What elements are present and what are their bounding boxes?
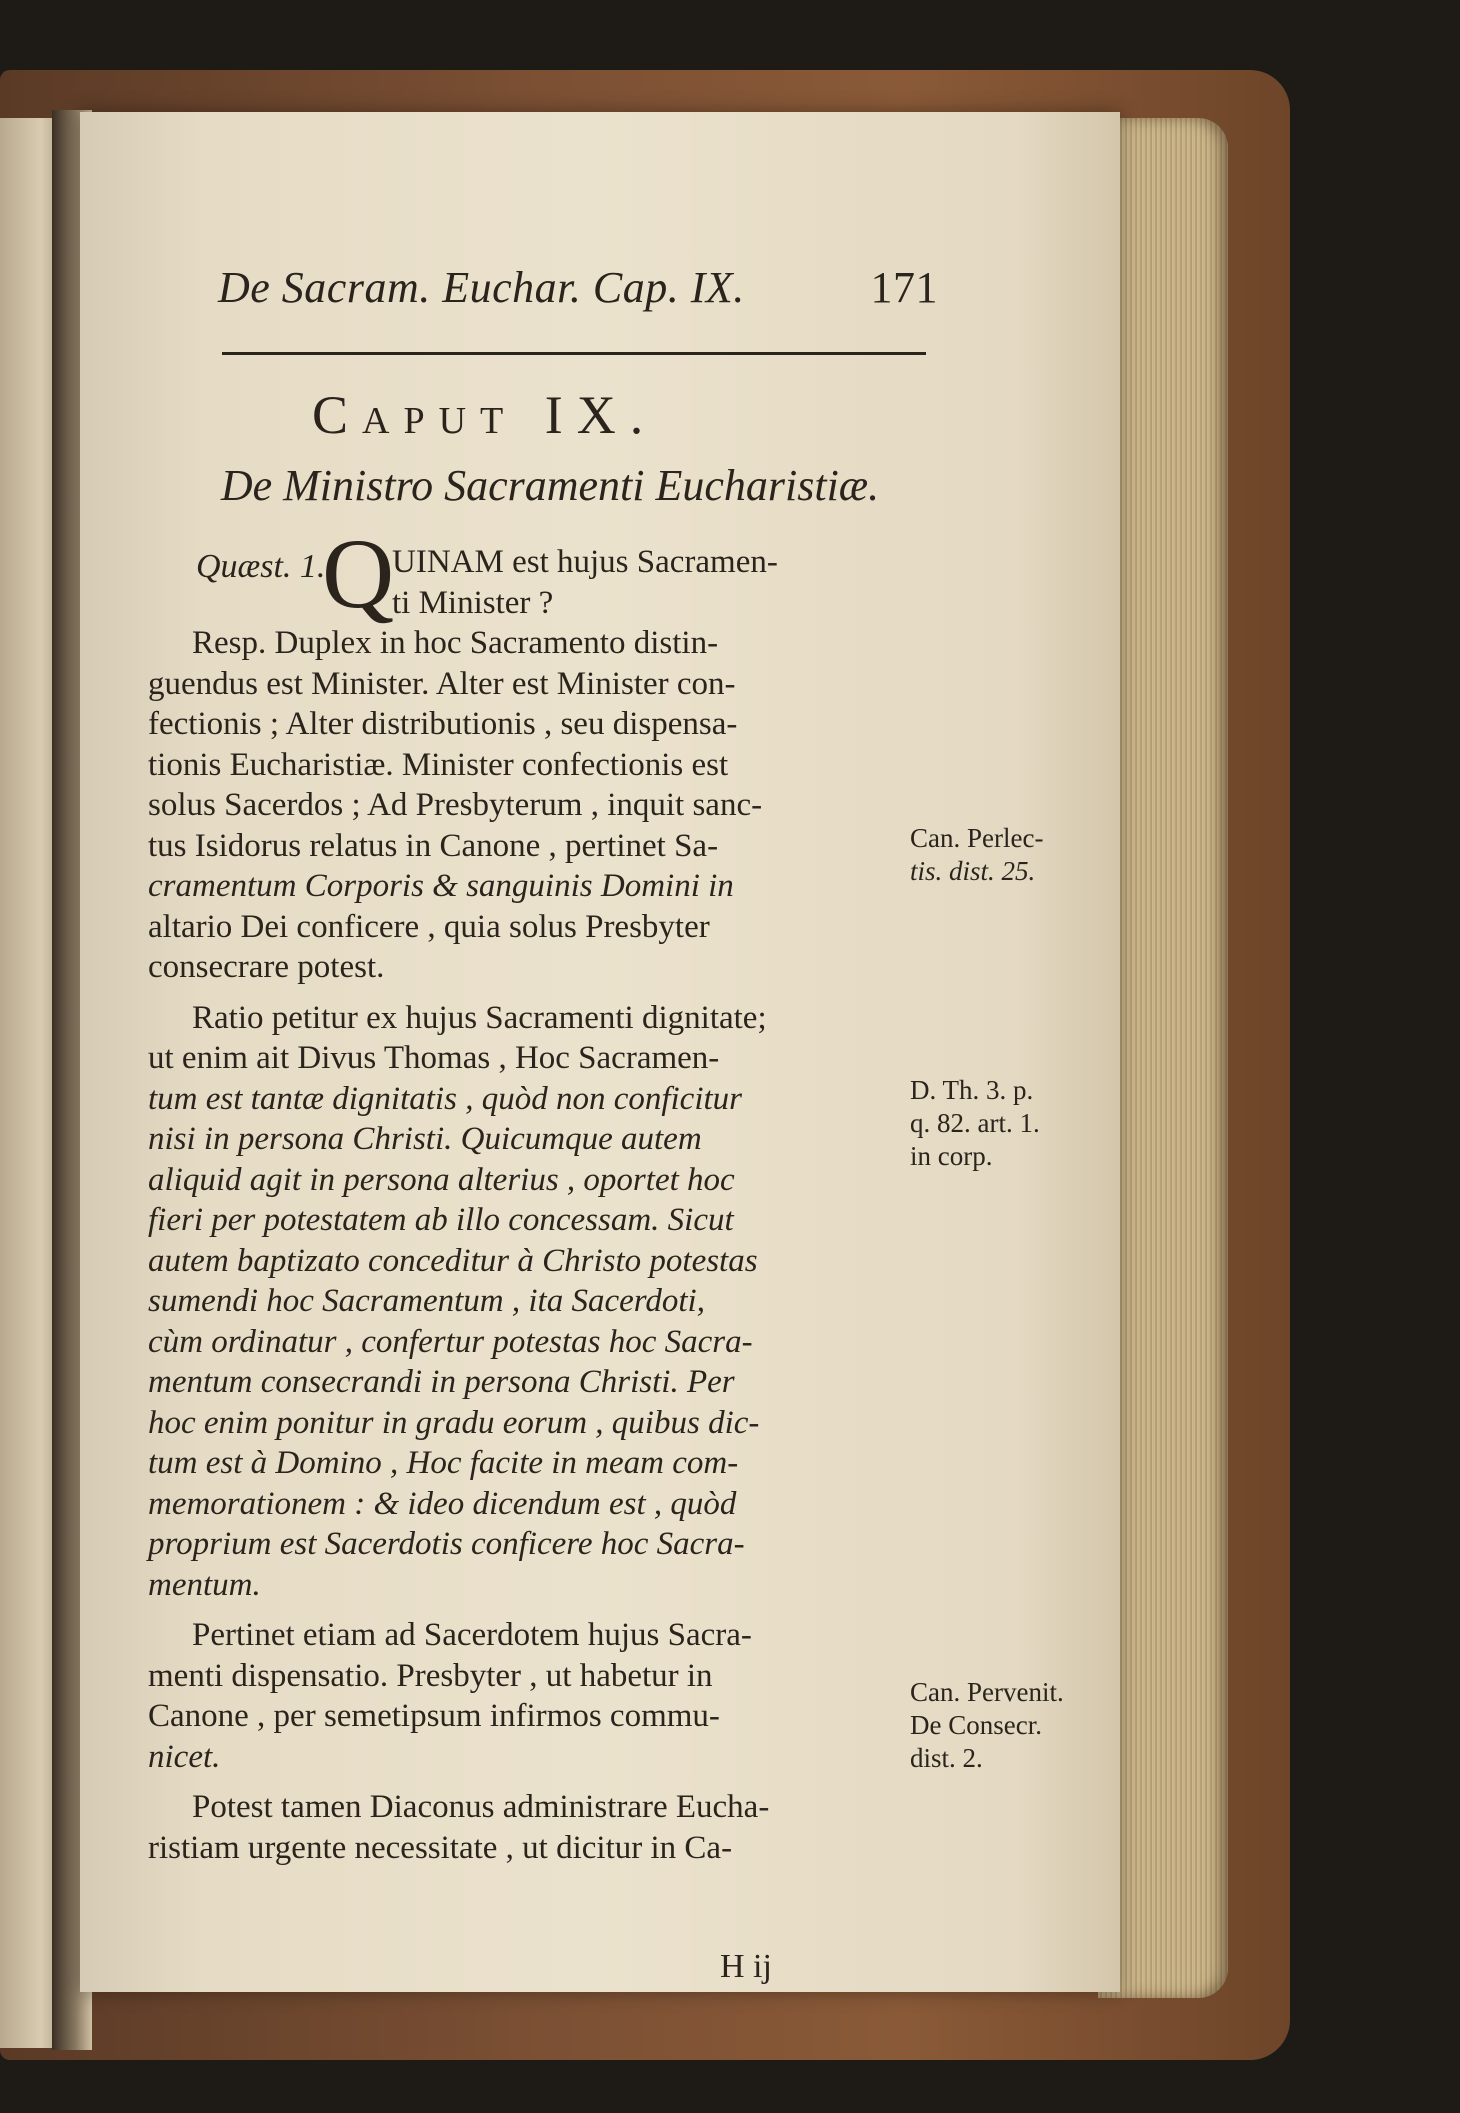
- text-line: Ratio petitur ex hujus Sacramenti dignitate;: [192, 999, 767, 1036]
- text-line: cùm ordinatur , confertur potestas hoc Sacra-: [148, 1323, 753, 1360]
- main-text: [148, 542, 908, 1868]
- text-line: tionis Eucharistiæ. Minister confectionis est: [148, 746, 729, 783]
- question-label: Quæst. 1.: [196, 548, 326, 585]
- drop-cap: Q: [322, 518, 395, 629]
- header-rule: [222, 352, 926, 355]
- margin-note-line: De Consecr.: [910, 1710, 1042, 1740]
- paragraph-gap: [148, 988, 908, 998]
- text-line: Potest tamen Diaconus administrare Eucha-: [192, 1789, 770, 1825]
- margin-note-line: dist. 2.: [910, 1743, 983, 1773]
- text-line: Resp. Duplex in hoc Sacramento distin-: [192, 625, 719, 661]
- question-line-2: ti Minister ?: [392, 584, 554, 621]
- text-line: tus Isidorus relatus in Canone , pertinet Sa-: [148, 827, 719, 864]
- text-line: autem baptizato conceditur à Christo potestas: [148, 1242, 758, 1279]
- paragraph-gap: [148, 1777, 908, 1787]
- text-line: hoc enim ponitur in gradu eorum , quibus dic-: [148, 1404, 760, 1441]
- margin-note-line: in corp.: [910, 1141, 993, 1171]
- margin-note-line: Can. Pervenit.: [910, 1677, 1064, 1707]
- text-line: menti dispensatio. Presbyter , ut habetur in: [148, 1657, 713, 1694]
- text-line: sumendi hoc Sacramentum , ita Sacerdoti,: [148, 1283, 705, 1319]
- question-line-1: UINAM est hujus Sacramen-: [392, 544, 778, 580]
- running-head: [218, 262, 938, 313]
- text-line: aliquid agit in persona alterius , oportet hoc: [148, 1161, 735, 1198]
- text-line: nicet.: [148, 1738, 221, 1775]
- text-line: solus Sacerdos ; Ad Presbyterum , inquit sanc-: [148, 787, 763, 823]
- text-line: Canone , per semetipsum infirmos commu-: [148, 1698, 720, 1734]
- paragraph-gap: [148, 1605, 908, 1615]
- text-line: ristiam urgente necessitate , ut dicitur in Ca-: [148, 1829, 733, 1866]
- text-line: fectionis ; Alter distributionis , seu dispensa-: [148, 706, 738, 742]
- margin-note-line: q. 82. art. 1.: [910, 1108, 1040, 1138]
- book-page: [80, 112, 1120, 1992]
- margin-note-line: tis. dist. 25.: [910, 856, 1036, 886]
- margin-note: [910, 1074, 1040, 1173]
- text-line: proprium est Sacerdotis conficere hoc Sacra-: [148, 1526, 745, 1562]
- text-line: fieri per potestatem ab illo concessam. Sicut: [148, 1202, 734, 1238]
- margin-note-line: Can. Perlec-: [910, 823, 1044, 853]
- body-text: [148, 623, 908, 1868]
- text-line: altario Dei conficere , quia solus Presbyter: [148, 908, 710, 945]
- text-line: consecrare potest.: [148, 949, 385, 985]
- text-line: memorationem : & ideo dicendum est , quòd: [148, 1485, 737, 1522]
- chapter-heading: Caput IX.: [312, 385, 658, 445]
- text-line: ut enim ait Divus Thomas , Hoc Sacramen-: [148, 1040, 720, 1076]
- margin-note-line: D. Th. 3. p.: [910, 1075, 1034, 1105]
- text-line: Pertinet etiam ad Sacerdotem hujus Sacra-: [192, 1617, 752, 1653]
- signature-mark: H ij: [720, 1948, 772, 1985]
- text-line: guendus est Minister. Alter est Minister con-: [148, 665, 736, 702]
- margin-note: [910, 1676, 1064, 1775]
- text-line: tum est à Domino , Hoc facite in meam com-: [148, 1445, 739, 1481]
- text-line: mentum consecrandi in persona Christi. Per: [148, 1364, 735, 1400]
- text-line: cramentum Corporis & sanguinis Domini in: [148, 868, 734, 904]
- chapter-subtitle: De Ministro Sacramenti Eucharistiæ.: [220, 461, 880, 510]
- margin-note: [910, 822, 1043, 888]
- text-line: mentum.: [148, 1566, 261, 1603]
- text-line: nisi in persona Christi. Quicumque autem: [148, 1121, 702, 1157]
- page-number: 171: [870, 263, 938, 312]
- text-line: tum est tantæ dignitatis , quòd non conficitur: [148, 1080, 742, 1117]
- running-head-title: De Sacram. Euchar. Cap. IX.: [218, 263, 745, 312]
